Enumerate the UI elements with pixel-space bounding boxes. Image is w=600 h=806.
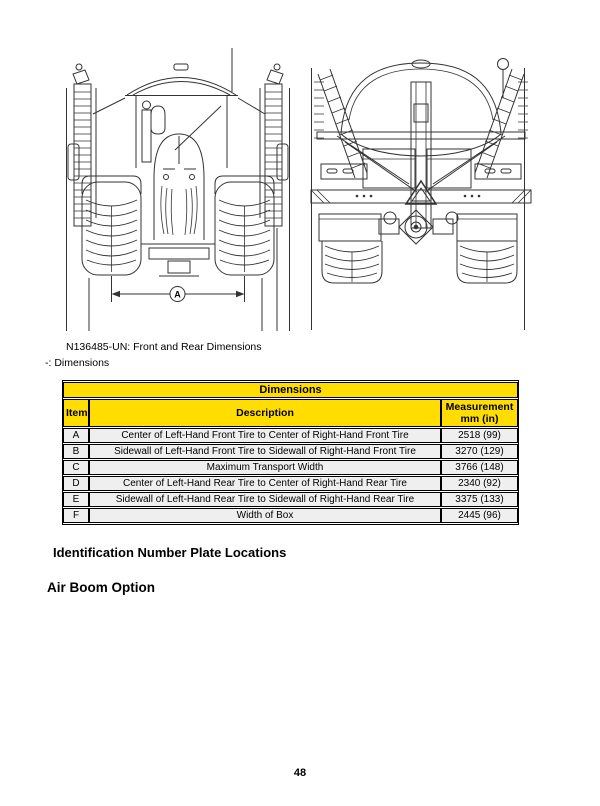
table-row xyxy=(63,460,518,475)
figure-caption: N136485-UN: Front and Rear Dimensions xyxy=(66,341,262,353)
table-title: Dimensions xyxy=(63,382,518,398)
description-cell: Sidewall of Left-Hand Rear Tire to Sidewall of Right-Hand Rear Tire xyxy=(89,492,441,507)
rear-view-drawing xyxy=(305,52,537,335)
dimensions-table xyxy=(62,380,519,525)
column-header-description: Description xyxy=(89,399,441,427)
description-cell: Center of Left-Hand Rear Tire to Center of Right-Hand Rear Tire xyxy=(89,476,441,491)
measurement-cell: 2445 (96) xyxy=(441,508,518,523)
item-cell: A xyxy=(63,428,89,443)
item-cell: B xyxy=(63,444,89,459)
item-cell: E xyxy=(63,492,89,507)
dimension-a-label: A xyxy=(174,289,181,300)
table-row xyxy=(63,508,518,523)
column-header-item: Item xyxy=(63,399,89,427)
description-cell: Center of Left-Hand Front Tire to Center of Right-Hand Front Tire xyxy=(89,428,441,443)
description-cell: Maximum Transport Width xyxy=(89,460,441,475)
measurement-cell: 2518 (99) xyxy=(441,428,518,443)
item-cell: F xyxy=(63,508,89,523)
table-row xyxy=(63,428,518,443)
front-view-drawing xyxy=(63,48,293,333)
item-cell: C xyxy=(63,460,89,475)
measurement-cell: 3375 (133) xyxy=(441,492,518,507)
measurement-cell: 2340 (92) xyxy=(441,476,518,491)
table-row xyxy=(63,476,518,491)
page-number: 48 xyxy=(293,767,307,779)
table-row xyxy=(63,492,518,507)
description-cell: Sidewall of Left-Hand Front Tire to Sidewall of Right-Hand Front Tire xyxy=(89,444,441,459)
table-title-row xyxy=(63,382,518,398)
heading-air-boom-option: Air Boom Option xyxy=(47,580,155,595)
measurement-cell: 3270 (129) xyxy=(441,444,518,459)
description-cell: Width of Box xyxy=(89,508,441,523)
column-header-measurement-line2: mm (in) xyxy=(460,413,499,425)
table-row xyxy=(63,444,518,459)
table-reference: -: Dimensions xyxy=(45,357,110,369)
column-header-measurement xyxy=(441,399,518,427)
heading-identification-number-plate-locations: Identification Number Plate Locations xyxy=(53,545,287,560)
item-cell: D xyxy=(63,476,89,491)
column-header-measurement-line1: Measurement xyxy=(445,400,514,413)
measurement-cell: 3766 (148) xyxy=(441,460,518,475)
table-header-row xyxy=(63,399,518,427)
